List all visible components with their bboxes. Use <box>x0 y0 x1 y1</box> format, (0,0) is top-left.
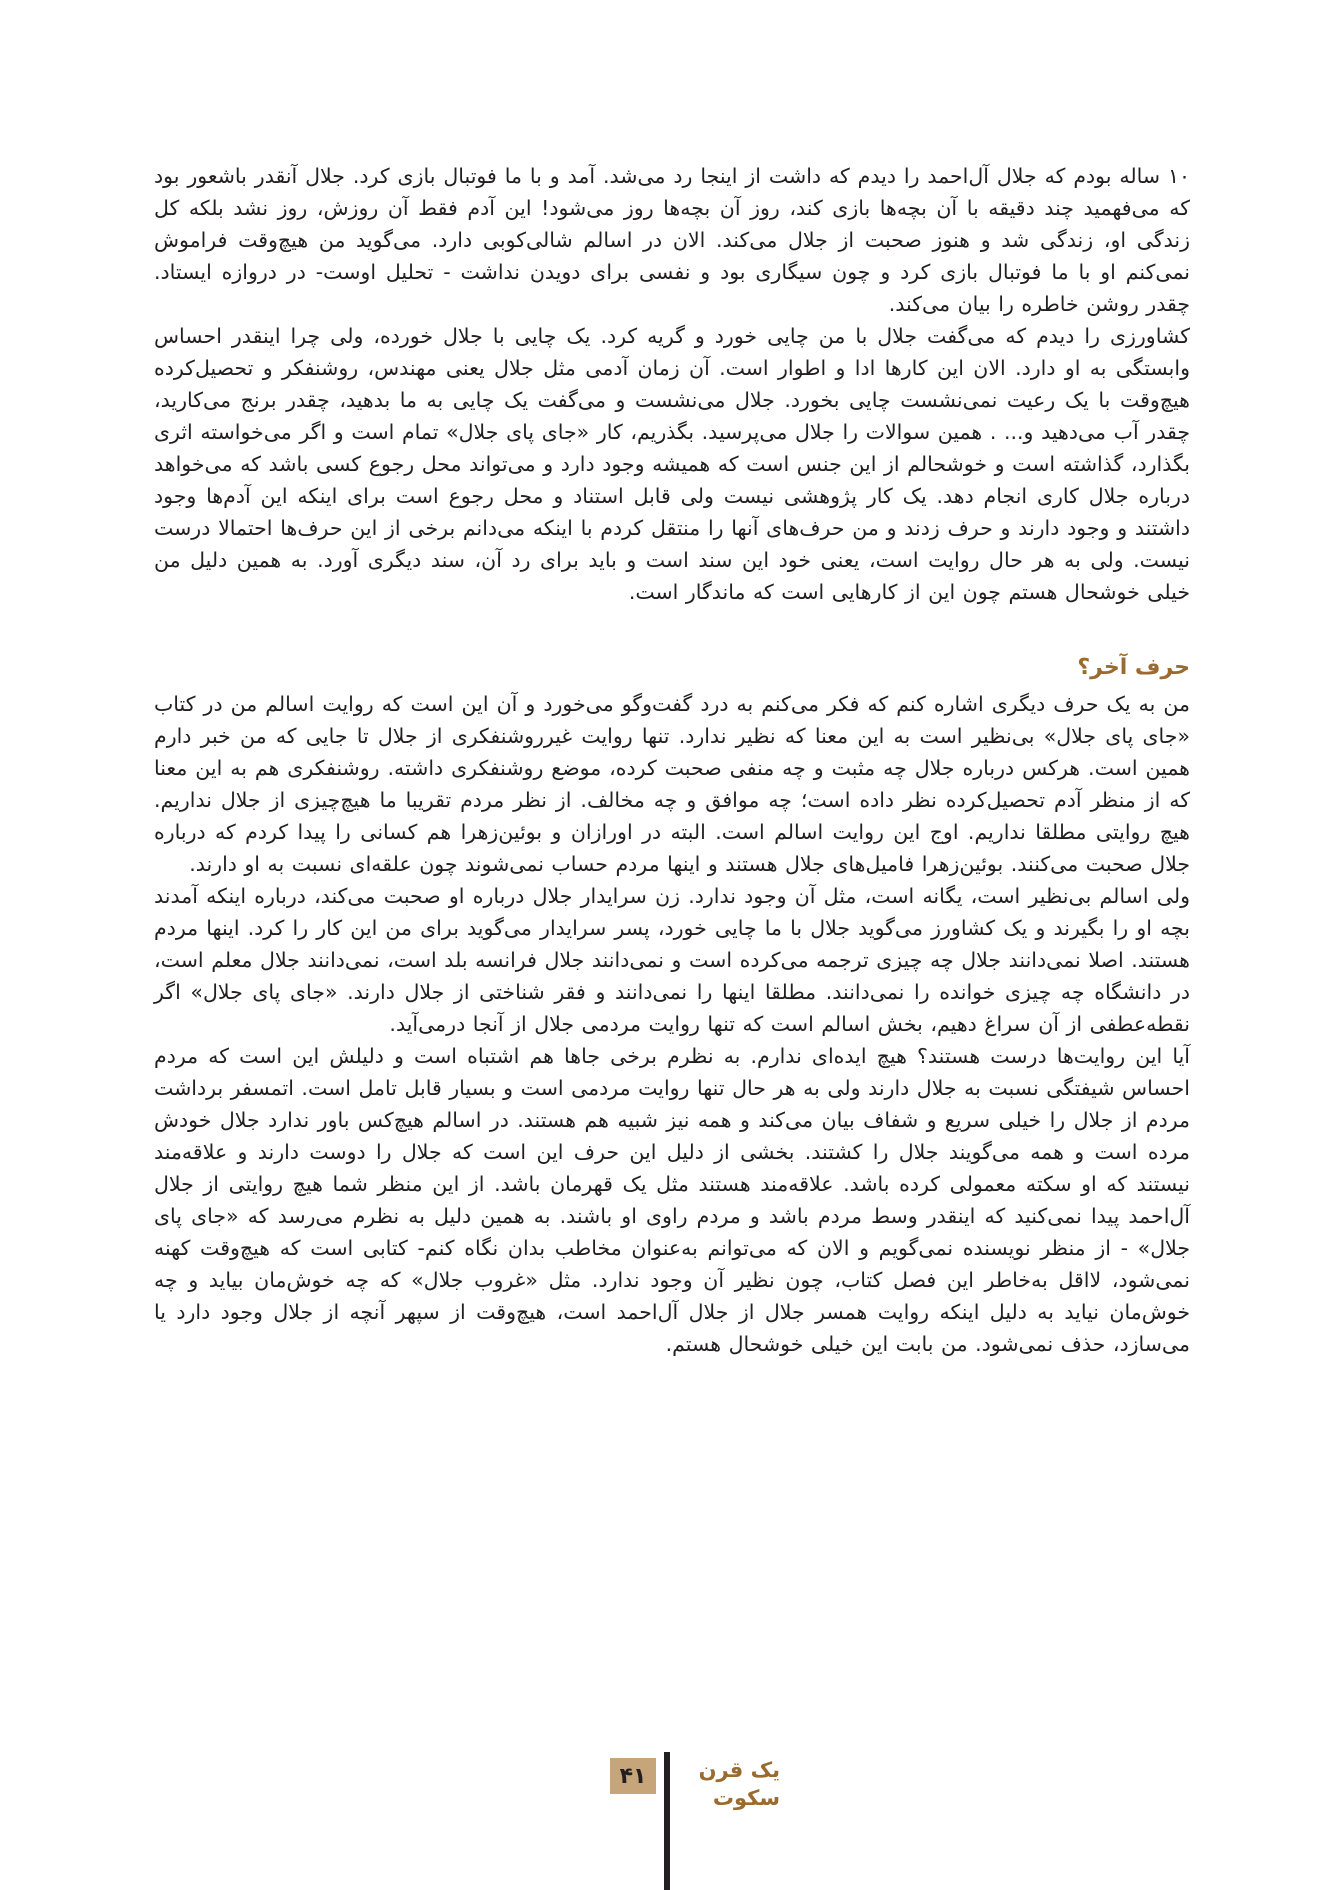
publication-title-line1: یک قرن <box>698 1758 780 1782</box>
paragraph: کشاورزی را دیدم که می‌گفت جلال با من چایی خورد و گریه کرد. یک چایی با جلال خورده، ولی چرا اینقدر احساس وابستگی به او دارد. الان این کارها ادا و اطوار است. آن زمان آدمی مثل جلال یعنی مهندس، روشنفکر و تحصیل‌کرده هیچ‌وقت با یک رعیت نمی‌نشست چایی بخورد. جلال می‌نشست و می‌گفت یک چایی به ما بدهید، چقدر برنج می‌کارید، چقدر آب می‌دهید و... . همین سوالات را جلال می‌پرسید. بگذریم، کار «جای پای جلال» تمام است و اگر می‌خواسته اثری بگذارد، گذاشته است و خوشحالم از این جنس است که همیشه وجود دارد و می‌تواند محل رجوع کسی باشد که می‌خواهد درباره جلال کاری انجام دهد. یک کار پژوهشی نیست ولی قابل استناد و محل رجوع است برای اینکه این آدم‌ها وجود داشتند و وجود دارند و حرف زدند و من حرف‌های آنها را منتقل کردم با اینکه می‌دانم برخی از این حرف‌ها احتمالا درست نیست. ولی به هر حال روایت است، یعنی خود این سند است و باید برای رد آن، سند دیگری آورد. به همین دلیل من خیلی خوشحال هستم چون این از کارهایی است که ماندگار است. <box>154 324 1190 604</box>
paragraph: ۱۰ ساله بودم که جلال آل‌احمد را دیدم که داشت از اینجا رد می‌شد. آمد و با ما فوتبال بازی کرد. جلال آنقدر باشعور بود که می‌فهمید چند دقیقه با آن بچه‌ها بازی کند، روز آن بچه‌ها روز می‌شود! این آدم فقط آن روزش، روز نشد بلکه کل زندگی او، زندگی شد و هنوز صحبت از جلال می‌کند. الان در اسالم شالی‌کوبی دارد. می‌گوید من هیچ‌وقت فراموش نمی‌کنم او با ما فوتبال بازی کرد و چون سیگاری بود و نفسی برای دویدن نداشت - تحلیل اوست- در دروازه ایستاد. چقدر روشن خاطره را بیان می‌کند. <box>154 164 1190 316</box>
publication-title-line2: سکوت <box>712 1786 780 1810</box>
publication-title <box>680 1756 780 1812</box>
paragraph: من به یک حرف دیگری اشاره کنم که فکر می‌کنم به درد گفت‌وگو می‌خورد و آن این است که روایت اسالم من در کتاب «جای پای جلال» بی‌نظیر است به این معنا که نظیر ندارد. تنها روایت غیرروشنفکری از جلال تا جایی که من خبر دارم همین است. هرکس درباره جلال چه مثبت و چه منفی صحبت کرده، موضع روشنفکری داشته. روشنفکری هم به این معنا که از منظر آدم تحصیل‌کرده نظر داده است؛ چه موافق و چه مخالف. از نظر مردم تقریبا ما هیچ‌چیزی از جلال نداریم. هیچ روایتی مطلقا نداریم. اوج این روایت اسالم است. البته در اورازان و بوئین‌زهرا هم کسانی را پیدا کردم که درباره جلال صحبت می‌کنند. بوئین‌زهرا فامیل‌های جلال هستند و اینها مردم حساب نمی‌شوند چون علقه‌ای نسبت به او دارند. <box>154 692 1190 876</box>
section-heading: حرف آخر؟ <box>1077 655 1190 680</box>
footer-divider <box>664 1752 670 1890</box>
article-body <box>154 160 1190 1360</box>
page-number: ۴۱ <box>610 1758 656 1794</box>
paragraph: آیا این روایت‌ها درست هستند؟ هیچ ایده‌ای ندارم. به نظرم برخی جاها هم اشتباه است و دلیلش این است که مردم احساس شیفتگی نسبت به جلال دارند ولی به هر حال تنها روایت مردمی است و بسیار قابل تامل است. اتمسفر برداشت مردم از جلال را خیلی سریع و شفاف بیان می‌کند و همه نیز شبیه هم هستند. در اسالم هیچ‌کس باور ندارد جلال خودش مرده است و همه می‌گویند جلال را کشتند. بخشی از دلیل این حرف این است که جلال را دوست دارند و علاقه‌مند نیستند که او سکته معمولی کرده باشد. علاقه‌مند هستند مثل یک قهرمان باشد. از این منظر شما هیچ روایتی از جلال آل‌احمد پیدا نمی‌کنید که اینقدر وسط مردم باشد و مردم راوی او باشند. به همین دلیل به نظرم می‌رسد که «جای پای جلال» - از منظر نویسنده نمی‌گویم و الان که می‌توانم به‌عنوان مخاطب بدان نگاه کنم- کتابی است که هیچ‌وقت کهنه نمی‌شود، لااقل به‌خاطر این فصل کتاب، چون نظیر آن وجود ندارد. مثل «غروب جلال» که چه خوش‌مان بیاید و چه خوش‌مان نیاید به دلیل اینکه روایت همسر جلال از جلال آل‌احمد است، هیچ‌وقت از سپهر آنچه از جلال وجود دارد یا می‌سازد، حذف نمی‌شود. من بابت این خیلی خوشحال هستم. <box>154 1044 1190 1356</box>
paragraph: ولی اسالم بی‌نظیر است، یگانه است، مثل آن وجود ندارد. زن سرایدار جلال درباره او صحبت می‌کند، درباره اینکه آمدند بچه او را بگیرند و یک کشاورز می‌گوید جلال با ما چایی خورد، پسر سرایدار می‌گوید برای من این کار را کرد. اینها مردم هستند. اصلا نمی‌دانند جلال چه چیزی ترجمه می‌کرده است و نمی‌دانند جلال فرانسه بلد است، نمی‌دانند جلال معلم است، در دانشگاه چه چیزی خوانده را نمی‌دانند. مطلقا اینها را نمی‌دانند و فقر شناختی از جلال دارند. «جای پای جلال» اگر نقطه‌عطفی از آن سراغ دهیم، بخش اسالم است که تنها روایت مردمی جلال از آنجا درمی‌آید. <box>154 884 1190 1036</box>
